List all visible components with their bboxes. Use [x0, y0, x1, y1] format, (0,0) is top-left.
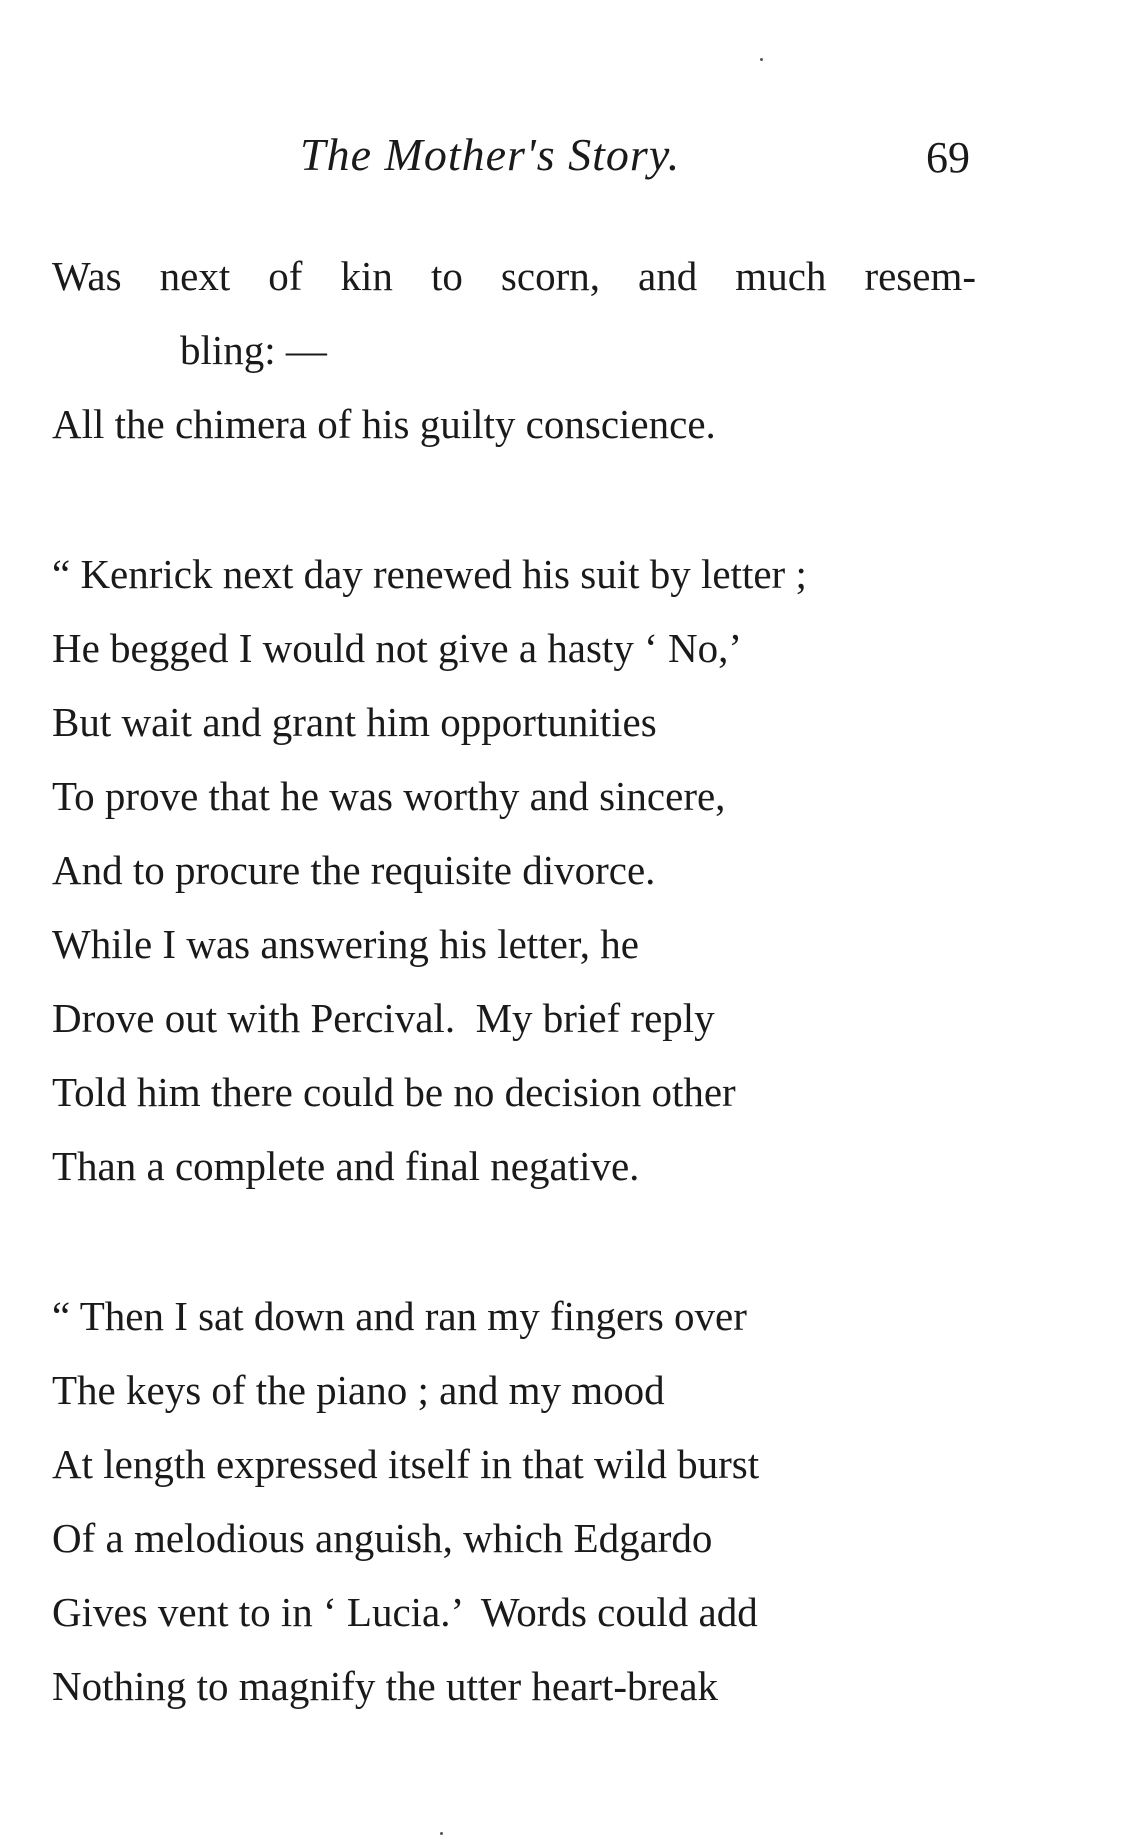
verse-line: bling: — — [180, 327, 327, 373]
verse-line: Nothing to magnify the utter heart-break — [52, 1663, 719, 1709]
verse-line: “ Kenrick next day renewed his suit by letter ; — [52, 551, 807, 597]
verse-line: The keys of the piano ; and my mood — [52, 1367, 665, 1413]
verse-line: Drove out with Percival. My brief reply — [52, 995, 715, 1041]
verse-line: Gives vent to in ‘ Lucia.’ Words could add — [52, 1589, 758, 1635]
verse-line: Was next of kin to scorn, and much resem- — [52, 253, 976, 299]
verse-line: All the chimera of his guilty conscience. — [52, 401, 716, 447]
verse-line: And to procure the requisite divorce. — [52, 847, 656, 893]
verse-line: But wait and grant him opportunities — [52, 699, 657, 745]
ink-speck-bottom — [440, 1832, 443, 1835]
verse-line: Told him there could be no decision other — [52, 1069, 736, 1115]
verse-line: He begged I would not give a hasty ‘ No,’ — [52, 625, 742, 671]
verse-line: Than a complete and final negative. — [52, 1143, 640, 1189]
verse-line: “ Then I sat down and ran my fingers over — [52, 1293, 747, 1339]
verse-line: To prove that he was worthy and sincere, — [52, 773, 726, 819]
running-head-title: The Mother's Story. — [300, 129, 681, 180]
verse-line: While I was answering his letter, he — [52, 921, 639, 967]
verse-line: Of a melodious anguish, which Edgardo — [52, 1515, 713, 1561]
verse-line: At length expressed itself in that wild burst — [52, 1441, 760, 1487]
page-number: 69 — [926, 133, 970, 182]
ink-speck-top — [760, 58, 763, 61]
